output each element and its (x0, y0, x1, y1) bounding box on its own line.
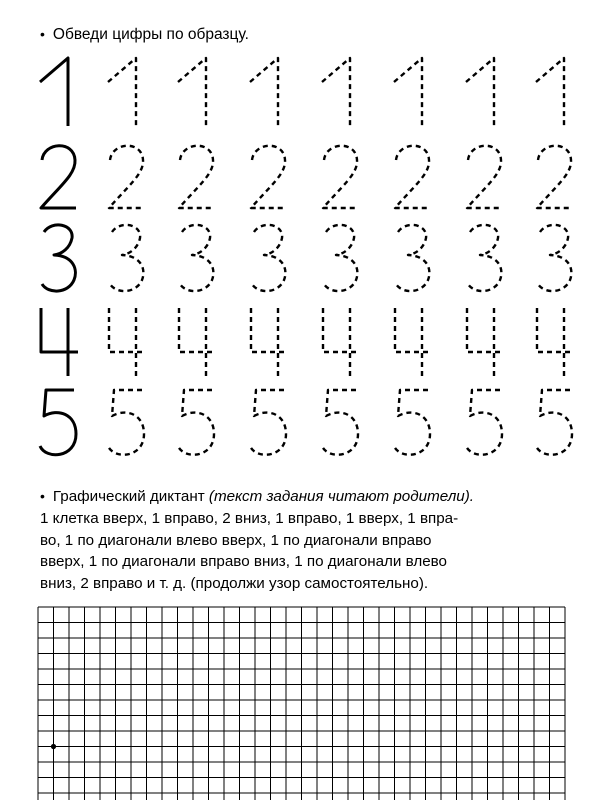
dictation-line: вниз, 2 вправо и т. д. (продолжи узор самостоятельно). (40, 575, 429, 593)
dictation-line: во, 1 по диагонали влево вверх, 1 по диагонали вправо (40, 531, 432, 549)
bullet-icon: • (40, 26, 45, 42)
dictation-line: вверх, 1 по диагонали вправо вниз, 1 по диагонали влево (40, 553, 447, 571)
dictation-title: Графический диктант (52, 488, 205, 505)
dictation-line: 1 клетка вверх, 1 вправо, 2 вниз, 1 вправо, 1 вверх, 1 впра- (40, 509, 459, 527)
start-point-dot (51, 744, 56, 749)
instruction-text: Обведи цифры по образцу. (52, 26, 249, 43)
bullet-icon: • (40, 488, 45, 504)
dictation-note: (текст задания читают родители). (208, 488, 474, 505)
